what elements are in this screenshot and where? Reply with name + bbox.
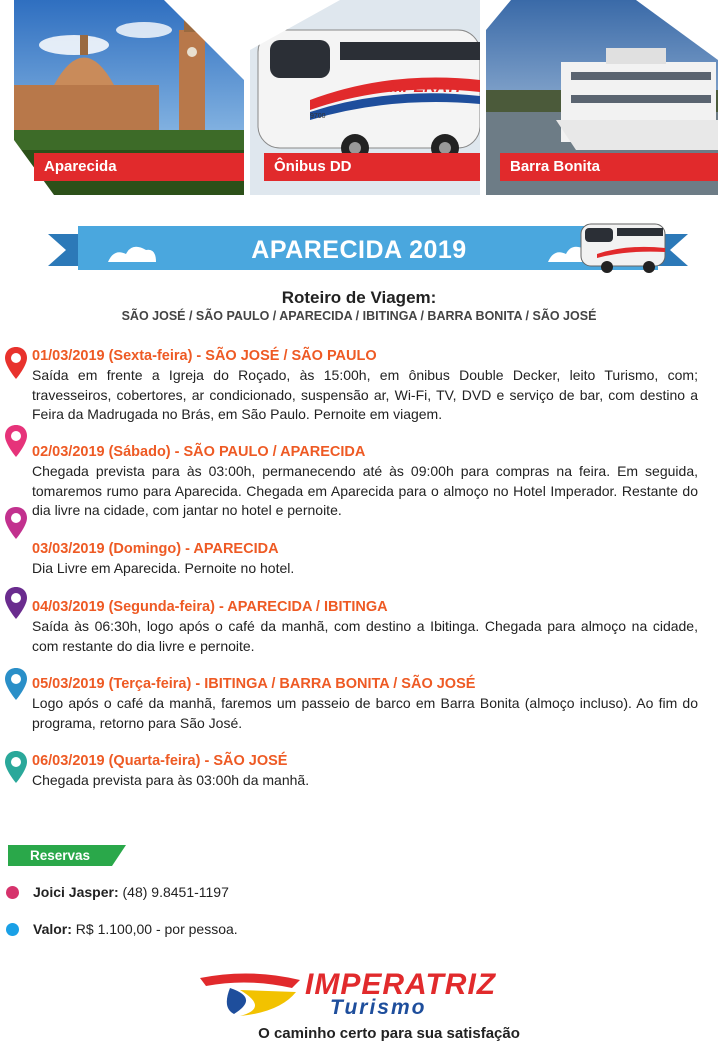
map-pin-icon <box>4 667 28 701</box>
itinerary-day <box>32 540 698 579</box>
itinerary-day <box>32 752 698 791</box>
day-text: Saída em frente a Igreja do Roçado, às 15:00h, em ônibus Double Decker, leito Turismo, com; travesseiros, cobertores, ar condicionado, suspensão ar, Wi-Fi, TV, DVD e serviço de bar, com destino a Feira da Madrugada no Brás, em São Paulo. Pernoite em viagem. <box>32 367 698 422</box>
day-title: 02/03/2019 (Sábado) - SÃO PAULO / APARECIDA <box>32 444 366 460</box>
photo-label: Aparecida <box>34 153 244 181</box>
map-pin-icon <box>4 424 28 458</box>
day-title: 01/03/2019 (Sexta-feira) - SÃO JOSÉ / SÃO PAULO <box>32 348 377 364</box>
imperatriz-logo-icon <box>200 968 310 1020</box>
photo-barra-bonita <box>486 0 718 195</box>
price-row <box>6 921 238 937</box>
itinerary-day <box>32 443 698 521</box>
bus-lettering: IMPERATI <box>385 79 461 96</box>
bus-number: 9700 <box>310 113 326 120</box>
itinerary-day <box>32 598 698 656</box>
contact-row <box>6 884 229 900</box>
day-title: 03/03/2019 (Domingo) - APARECIDA <box>32 541 279 557</box>
day-text: Logo após o café da manhã, faremos um passeio de barco em Barra Bonita (almoço incluso). Ao fim do programa, retorno para São José. <box>32 695 698 731</box>
photo-onibus <box>250 0 480 195</box>
day-title: 05/03/2019 (Terça-feira) - IBITINGA / BARRA BONITA / SÃO JOSÉ <box>32 676 476 692</box>
logo-name: IMPERATRIZ <box>305 968 497 1001</box>
logo-sub: Turismo <box>330 996 427 1019</box>
reservas-label: Reservas <box>30 848 91 863</box>
day-text: Chegada prevista para às 03:00h da manhã. <box>32 772 310 788</box>
itinerary-day <box>32 675 698 733</box>
map-pin-icon <box>4 586 28 620</box>
bus-icon <box>577 220 669 278</box>
banner-title: APARECIDA 2019 <box>251 236 467 264</box>
day-text: Chegada prevista para às 03:00h, permanecendo até às 09:00h para compras na feira. Em seguida, tomaremos rumo para Aparecida. Chegada em Aparecida para o almoço no Hotel Imperador. Restante do dia livre na cidade, com jantar no hotel e pernoite. <box>32 463 698 518</box>
slogan: O caminho certo para sua satisfação <box>258 1025 520 1042</box>
photo-aparecida <box>14 0 244 195</box>
day-title: 04/03/2019 (Segunda-feira) - APARECIDA / IBITINGA <box>32 599 388 615</box>
roteiro-route: SÃO JOSÉ / SÃO PAULO / APARECIDA / IBITINGA / BARRA BONITA / SÃO JOSÉ <box>121 309 597 323</box>
map-pin-icon <box>4 346 28 380</box>
map-pin-icon <box>4 750 28 784</box>
bullet-dot <box>6 923 19 936</box>
photo-label: Barra Bonita <box>500 153 718 181</box>
price-label: Valor: <box>33 921 72 937</box>
day-title: 06/03/2019 (Quarta-feira) - SÃO JOSÉ <box>32 753 288 769</box>
contact-label: Joici Jasper: <box>33 884 119 900</box>
map-pin-icon <box>4 506 28 540</box>
contact-value: (48) 9.8451-1197 <box>122 884 229 900</box>
day-text: Saída às 06:30h, logo após o café da manhã, com destino a Ibitinga. Chegada para almoço na cidade, com restante do dia livre e pernoite. <box>32 618 698 654</box>
roteiro-title: Roteiro de Viagem: <box>281 288 437 307</box>
itinerary-day <box>32 347 698 425</box>
day-text: Dia Livre em Aparecida. Pernoite no hotel. <box>32 560 295 576</box>
price-value: R$ 1.100,00 - por pessoa. <box>75 921 238 937</box>
photo-label: Ônibus DD <box>264 153 480 181</box>
bullet-dot <box>6 886 19 899</box>
